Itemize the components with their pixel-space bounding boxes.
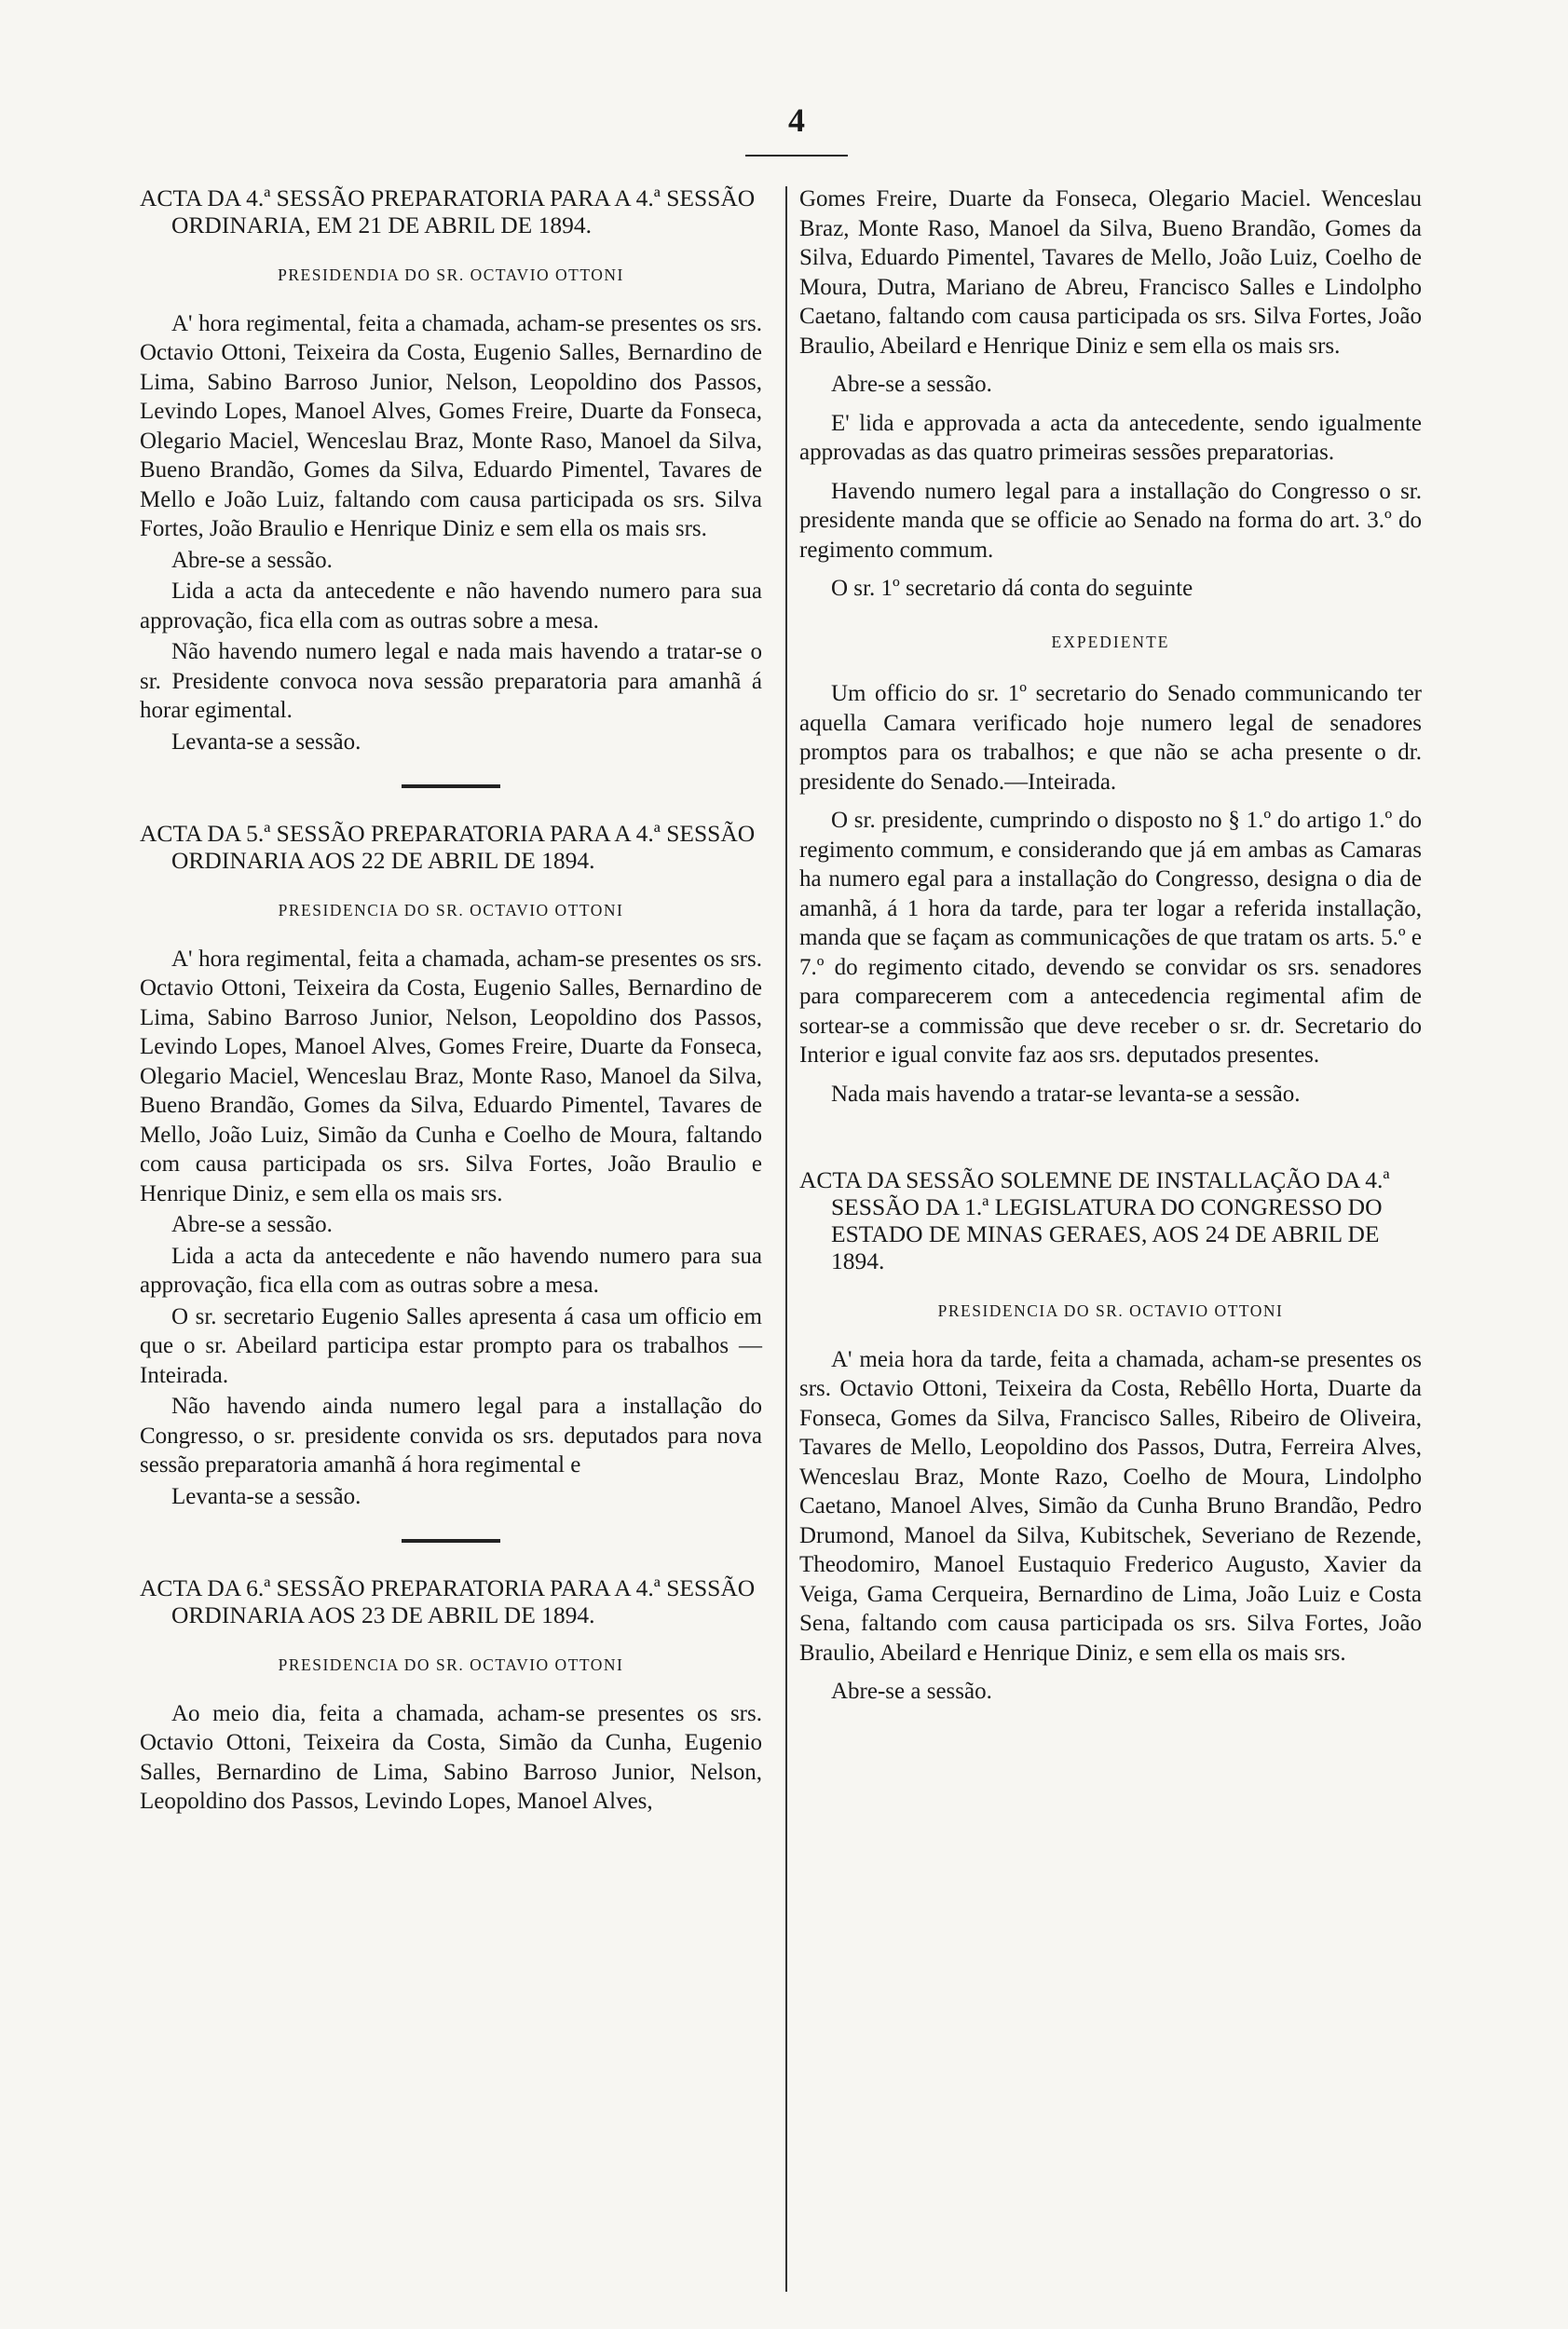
column-divider: [785, 186, 787, 2292]
acta-6-presidency: PRESIDENCIA DO SR. OCTAVIO OTTONI: [278, 1655, 624, 1674]
acta-4-paragraph: Lida a acta da antecedente e não havendo numero para sua approvação, fica ella com as outras sobre a mesa.: [140, 579, 762, 633]
acta-4-title: ACTA DA 4.ª SESSÃO PREPARATORIA PARA A 4.ª SESSÃO ORDINARIA, EM 21 DE ABRIL DE 1894.: [140, 184, 756, 238]
expediente-paragraph: Nada mais havendo a tratar-se levanta-se a sessão.: [831, 1081, 1301, 1107]
acta-5-presidency: PRESIDENCIA DO SR. OCTAVIO OTTONI: [278, 901, 624, 919]
left-column: [140, 184, 762, 1817]
acta-5-paragraph: Não havendo ainda numero legal para a installação do Congresso, o sr. presidente convida os srs. deputados para nova sessão preparatoria amanhã á hora regimental e: [140, 1394, 762, 1478]
section-spacer: [799, 1109, 1422, 1166]
right-column: [799, 184, 1422, 1707]
section-divider: [402, 1539, 500, 1543]
solemne-title: ACTA DA SESSÃO SOLEMNE DE INSTALLAÇÃO DA 4.ª SESSÃO DA 1.ª LEGISLATURA DO CONGRESSO DO ESTADO DE MINAS GERAES, AOS 24 DE ABRIL DE 1894.: [799, 1166, 1390, 1274]
acta-4-paragraph: A' hora regimental, feita a chamada, acham-se presentes os srs. Octavio Ottoni, Teixeira da Costa, Eugenio Salles, Bernardino de Lima, Sabino Barroso Junior, Nelson, Leopoldino dos Passos, Levindo Lopes, Manoel Alves, Gomes Freire, Duarte da Fonseca, Olegario Maciel, Wenceslau Braz, Monte Raso, Manoel da Silva, Bueno Brandão, Gomes da Silva, Eduardo Pimentel, Tavares de Mello e João Luiz, faltando com causa participada os srs. Silva Fortes, João Braulio e Henrique Diniz e sem ella os mais srs.: [140, 310, 762, 541]
acta-4-paragraph: Não havendo numero legal e nada mais havendo a tratar-se o sr. Presidente convoca nova sessão preparatoria para amanhã á horar egimental.: [140, 639, 762, 723]
acta-5-paragraph: Levanta-se a sessão.: [171, 1483, 361, 1509]
acta-5-paragraph: Abre-se a sessão.: [171, 1212, 333, 1237]
acta-6-paragraph: Ao meio dia, feita a chamada, acham-se presentes os srs. Octavio Ottoni, Teixeira da Costa, Simão da Cunha, Eugenio Salles, Bernardino de Lima, Sabino Barroso Junior, Nelson, Leopoldino dos Passos, Levindo Lopes, Manoel Alves,: [140, 1700, 762, 1814]
continuation-paragraph: O sr. 1º secretario dá conta do seguinte: [831, 576, 1193, 601]
continuation-paragraph: Havendo numero legal para a installação do Congresso o sr. presidente manda que se officie ao Senado na forma do art. 3.º do regimento commum.: [799, 478, 1422, 563]
header-rule: [745, 155, 848, 157]
acta-6-section: [140, 1574, 762, 1817]
acta-5-paragraph: Lida a acta da antecedente e não havendo numero para sua approvação, fica ella com as outras sobre a mesa.: [140, 1243, 762, 1298]
expediente-paragraph: O sr. presidente, cumprindo o disposto no § 1.º do artigo 1.º do regimento commum, e considerando que já em ambas as Camaras ha numero egal para a installação do Congresso, designa o dia de amanhã, á 1 hora da tarde, para ter logar a referida installação, manda que se façam as communicações de que tratam os arts. 5.º e 7.º do regimento citado, devendo se convidar os srs. senadores para comparecerem com a antecedencia regimental afim de sortear-se a commissão que deve receber o sr. dr. Secretario do Interior e igual convite faz aos srs. deputados presentes.: [799, 808, 1422, 1068]
acta-5-title: ACTA DA 5.ª SESSÃO PREPARATORIA PARA A 4.ª SESSÃO ORDINARIA AOS 22 DE ABRIL DE 1894.: [140, 820, 756, 874]
acta-6-continuation: [799, 184, 1422, 604]
acta-4-presidency: PRESIDENDIA DO SR. OCTAVIO OTTONI: [278, 266, 624, 284]
acta-5-section: [140, 820, 762, 1511]
expediente-paragraph: Um officio do sr. 1º secretario do Senado communicando ter aquella Camara verificado hoje numero legal de senadores promptos para os trabalhos; e que não se acha presente o dr. presidente do Senado.—Inteirada.: [799, 681, 1422, 795]
page-number: 4: [788, 102, 805, 139]
section-divider: [402, 784, 500, 788]
solemne-paragraph: Abre-se a sessão.: [831, 1679, 992, 1704]
acta-5-paragraph: A' hora regimental, feita a chamada, acham-se presentes os srs. Octavio Ottoni, Teixeira da Costa, Eugenio Salles, Bernardino de Lima, Sabino Barroso Junior, Nelson, Leopoldino dos Passos, Levindo Lopes, Manoel Alves, Gomes Freire, Duarte da Fonseca, Olegario Maciel, Wenceslau Braz, Monte Raso, Manoel da Silva, Bueno Brandão, Gomes da Silva, Eduardo Pimentel, Tavares de Mello, João Luiz, Simão da Cunha e Coelho de Moura, faltando com causa participada os srs. Silva Fortes, João Braulio e Henrique Diniz, e sem ella os mais srs.: [140, 946, 762, 1206]
continuation-paragraph: E' lida e approvada a acta da antecedente, sendo igualmente approvadas as das quatro primeiras sessões preparatorias.: [799, 410, 1422, 465]
expediente-heading: EXPEDIENTE: [1051, 632, 1170, 651]
solemne-paragraph: A' meia hora da tarde, feita a chamada, acham-se presentes os srs. Octavio Ottoni, Teixeira da Costa, Rebêllo Horta, Duarte da Fonseca, Gomes da Silva, Francisco Salles, Ribeiro de Oliveira, Tavares de Mello, Leopoldino dos Passos, Dutra, Ferreira Alves, Wenceslau Braz, Monte Razo, Coelho de Moura, Lindolpho Caetano, Manoel Alves, Simão da Cunha Bruno Brandão, Pedro Drumond, Manoel da Silva, Kubitschek, Severiano de Rezende, Theodomiro, Manoel Eustaquio Frederico Augusto, Xavier da Veiga, Gama Cerqueira, Bernardino de Lima, João Luiz e Costa Sena, faltando com causa participada os srs. Silva Fortes, João Braulio, Abeilard e Henrique Diniz, e sem ella os mais srs.: [799, 1346, 1422, 1666]
continuation-paragraph: Gomes Freire, Duarte da Fonseca, Olegario Maciel. Wenceslau Braz, Monte Raso, Manoel da Silva, Bueno Brandão, Gomes da Silva, Eduardo Pimentel, Tavares de Mello, João Luiz, Coelho de Moura, Dutra, Mariano de Abreu, Francisco Salles e Lindolpho Caetano, faltando com causa participada os srs. Silva Fortes, João Braulio, Abeilard e Henrique Diniz e sem ella os mais srs.: [799, 186, 1422, 359]
continuation-paragraph: Abre-se a sessão.: [831, 372, 992, 397]
solemne-presidency: PRESIDENCIA DO SR. OCTAVIO OTTONI: [937, 1301, 1284, 1320]
acta-5-paragraph: O sr. secretario Eugenio Salles apresenta á casa um officio em que o sr. Abeilard participa estar prompto para os trabalhos —Inteirada.: [140, 1303, 762, 1388]
acta-4-paragraph: Levanta-se a sessão.: [171, 729, 361, 755]
expediente-section: [799, 679, 1422, 1109]
acta-6-title: ACTA DA 6.ª SESSÃO PREPARATORIA PARA A 4.ª SESSÃO ORDINARIA AOS 23 DE ABRIL DE 1894.: [140, 1574, 756, 1628]
acta-4-section: [140, 184, 762, 756]
acta-4-paragraph: Abre-se a sessão.: [171, 547, 333, 573]
solemne-section: [799, 1166, 1422, 1707]
